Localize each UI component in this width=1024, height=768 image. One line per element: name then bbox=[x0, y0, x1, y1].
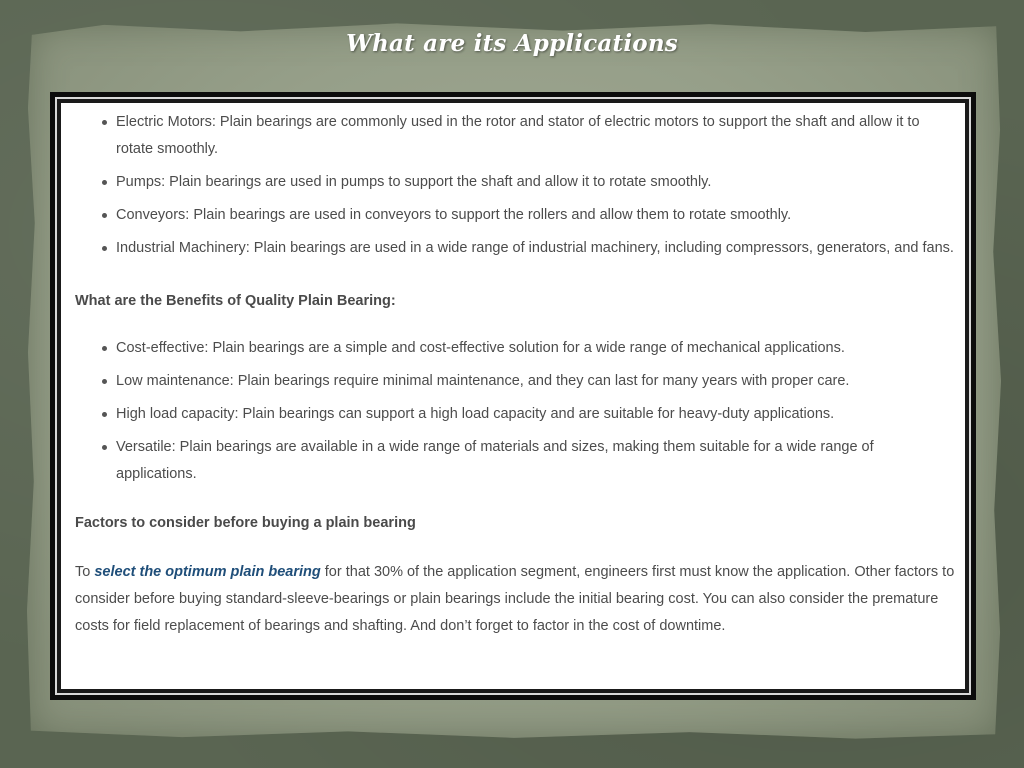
list-item: Versatile: Plain bearings are available in a wide range of materials and sizes, making them suitable for a wide range of applications. bbox=[116, 434, 955, 488]
paragraph-prefix: To bbox=[75, 564, 95, 580]
paragraph-suffix: for that 30% of the application segment, engineers first must know the application. Other factors to consider before buying standard-sleeve-bearings or plain bearings include the initial bearing cost. You can also consider the premature costs for field replacement of bearings and shafting. And don’t forget to factor in the cost of downtime. bbox=[75, 564, 955, 634]
benefits-list bbox=[75, 335, 955, 488]
factors-heading: Factors to consider before buying a plain bearing bbox=[75, 515, 416, 531]
list-item: Electric Motors: Plain bearings are commonly used in the rotor and stator of electric motors to support the shaft and allow it to rotate smoothly. bbox=[116, 109, 955, 163]
list-item: Industrial Machinery: Plain bearings are used in a wide range of industrial machinery, including compressors, generators, and fans. bbox=[116, 235, 955, 262]
select-plain-bearing-link[interactable]: select the optimum plain bearing bbox=[94, 564, 321, 580]
list-item: Low maintenance: Plain bearings require minimal maintenance, and they can last for many years with proper care. bbox=[116, 368, 955, 395]
list-item: Cost-effective: Plain bearings are a simple and cost-effective solution for a wide range of mechanical applications. bbox=[116, 335, 955, 362]
applications-list bbox=[75, 109, 955, 262]
list-item: Conveyors: Plain bearings are used in conveyors to support the rollers and allow them to rotate smoothly. bbox=[116, 202, 955, 229]
benefits-heading: What are the Benefits of Quality Plain Bearing: bbox=[75, 293, 396, 309]
frame-border bbox=[55, 97, 971, 695]
list-item: High load capacity: Plain bearings can support a high load capacity and are suitable for heavy-duty applications. bbox=[116, 401, 955, 428]
factors-paragraph bbox=[75, 559, 955, 640]
screenshot-frame bbox=[50, 92, 976, 700]
slide-title: What are its Applications bbox=[346, 30, 678, 57]
list-item: Pumps: Plain bearings are used in pumps to support the shaft and allow it to rotate smoothly. bbox=[116, 169, 955, 196]
content-area bbox=[61, 103, 965, 689]
